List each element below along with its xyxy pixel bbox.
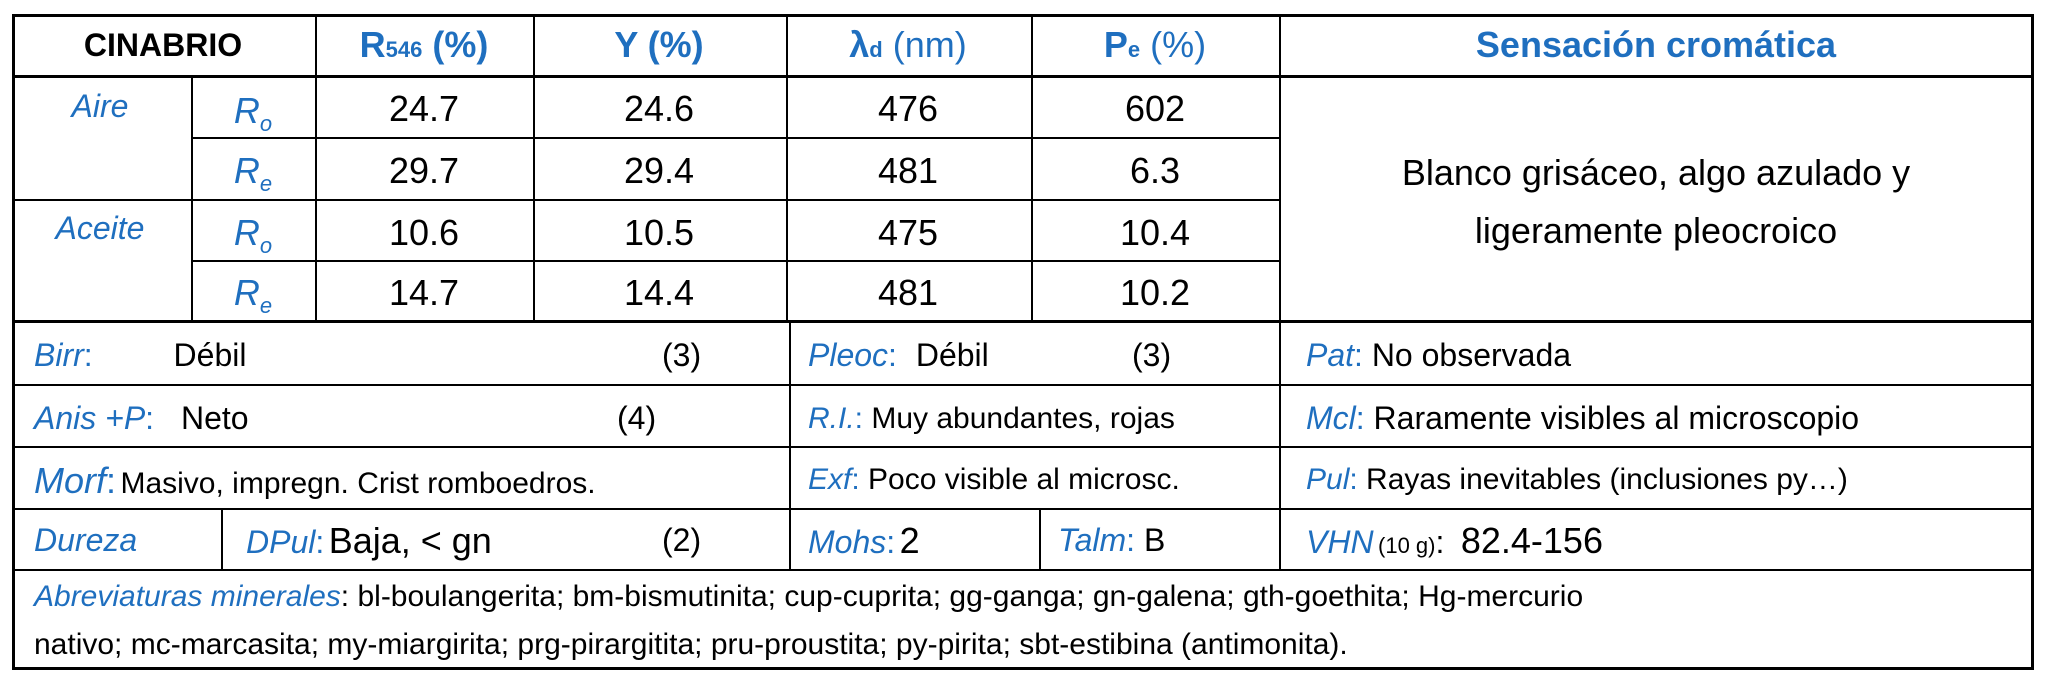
- cell-lambda: 475: [877, 212, 939, 253]
- prop-dpul-code: (2): [662, 522, 702, 558]
- hline-row-dureza: [12, 508, 2034, 510]
- header-r546: R546 (%): [359, 24, 489, 65]
- prop-mcl: Mcl: Raramente visibles al microscopio: [1306, 400, 1860, 436]
- cell-lambda: 481: [877, 272, 939, 313]
- prop-dureza: Dureza: [34, 522, 138, 558]
- cell-r546: 24.7: [388, 88, 460, 129]
- prop-mohs: Mohs: 2: [808, 520, 920, 561]
- border-left: [12, 14, 15, 670]
- vline-pe-sens: [1279, 15, 1281, 322]
- prop-pleoc: Pleoc: Débil: [808, 337, 989, 373]
- vline-props-2: [1279, 321, 1281, 570]
- abbreviations-line-2: nativo; mc-marcasita; my-miargirita; prg-pirargitita; pru-proustita; py-pirita; sbt-estibina (antimonita).: [34, 628, 1348, 661]
- hline-aire-1: [192, 137, 1280, 139]
- border-right: [2031, 14, 2034, 670]
- vline-dureza: [221, 509, 223, 570]
- ray-label: $R_o$: [233, 90, 273, 137]
- prop-morf: Morf: Masivo, impregn. Crist romboedros.: [34, 460, 596, 501]
- header-pe: Pe (%): [1103, 24, 1207, 65]
- cell-r546: 14.7: [388, 272, 460, 313]
- group-label-aire: Aire: [71, 88, 129, 124]
- prop-anis-code: (4): [617, 400, 657, 436]
- cell-y: 14.4: [623, 272, 695, 313]
- hline-aire-aceite: [12, 199, 1280, 201]
- cell-pe: 10.4: [1119, 212, 1191, 253]
- prop-pat: Pat: No observada: [1306, 337, 1572, 373]
- hline-row-morf: [12, 446, 2034, 448]
- vline-mohs-talm: [1039, 509, 1041, 570]
- header-y: Y (%): [614, 24, 704, 65]
- hline-row-anis: [12, 384, 2034, 386]
- group-label-aceite: Aceite: [55, 210, 145, 246]
- abbreviations-line-1: Abreviaturas minerales: bl-boulangerita; bm-bismutinita; cup-cuprita; gg-ganga; gn-galena; gth-goethita; Hg-mercurio: [34, 580, 1584, 613]
- hline-abbrev: [12, 569, 2034, 571]
- prop-pleoc-code: (3): [1132, 337, 1172, 373]
- header-sensation: Sensación cromática: [1475, 24, 1837, 65]
- sensation-line-2: ligeramente pleocroico: [1474, 210, 1838, 251]
- prop-exf: Exf: Poco visible al microsc.: [808, 463, 1180, 496]
- cell-y: 10.5: [623, 212, 695, 253]
- cell-pe: 10.2: [1119, 272, 1191, 313]
- prop-ri: R.I.: Muy abundantes, rojas: [808, 402, 1175, 435]
- cell-lambda: 476: [877, 88, 939, 129]
- ray-label: $R_e$: [233, 150, 273, 197]
- prop-talm: Talm: B: [1058, 522, 1166, 558]
- cell-r546: 29.7: [388, 150, 460, 191]
- vline-y-lambda: [786, 15, 788, 322]
- cell-y: 29.4: [623, 150, 695, 191]
- vline-lambda-pe: [1031, 15, 1033, 322]
- cell-pe: 602: [1124, 88, 1186, 129]
- vline-mineral-r546: [315, 15, 317, 322]
- cell-lambda: 481: [877, 150, 939, 191]
- prop-vhn: VHN (10 g): 82.4-156: [1306, 520, 1603, 561]
- cell-pe: 6.3: [1129, 150, 1181, 191]
- vline-group-ray: [191, 77, 193, 322]
- border-bottom: [12, 667, 2034, 670]
- vline-props-1: [789, 321, 791, 570]
- cell-y: 24.6: [623, 88, 695, 129]
- prop-birr-code: (3): [662, 337, 702, 373]
- hline-aceite-1: [192, 260, 1280, 262]
- header-lambda: λd (nm): [849, 24, 967, 65]
- cell-r546: 10.6: [388, 212, 460, 253]
- header-mineral-name: CINABRIO: [83, 27, 243, 63]
- prop-pul: Pul: Rayas inevitables (inclusiones py…): [1306, 463, 1848, 496]
- prop-anis: Anis +P: Neto: [34, 400, 249, 436]
- ray-label: $R_o$: [233, 212, 273, 259]
- sensation-line-1: Blanco grisáceo, algo azulado y: [1401, 152, 1911, 193]
- prop-birr: Birr: Débil: [34, 337, 247, 373]
- vline-r546-y: [533, 15, 535, 322]
- prop-dpul: DPul: Baja, < gn: [246, 520, 492, 561]
- ray-label: $R_e$: [233, 272, 273, 319]
